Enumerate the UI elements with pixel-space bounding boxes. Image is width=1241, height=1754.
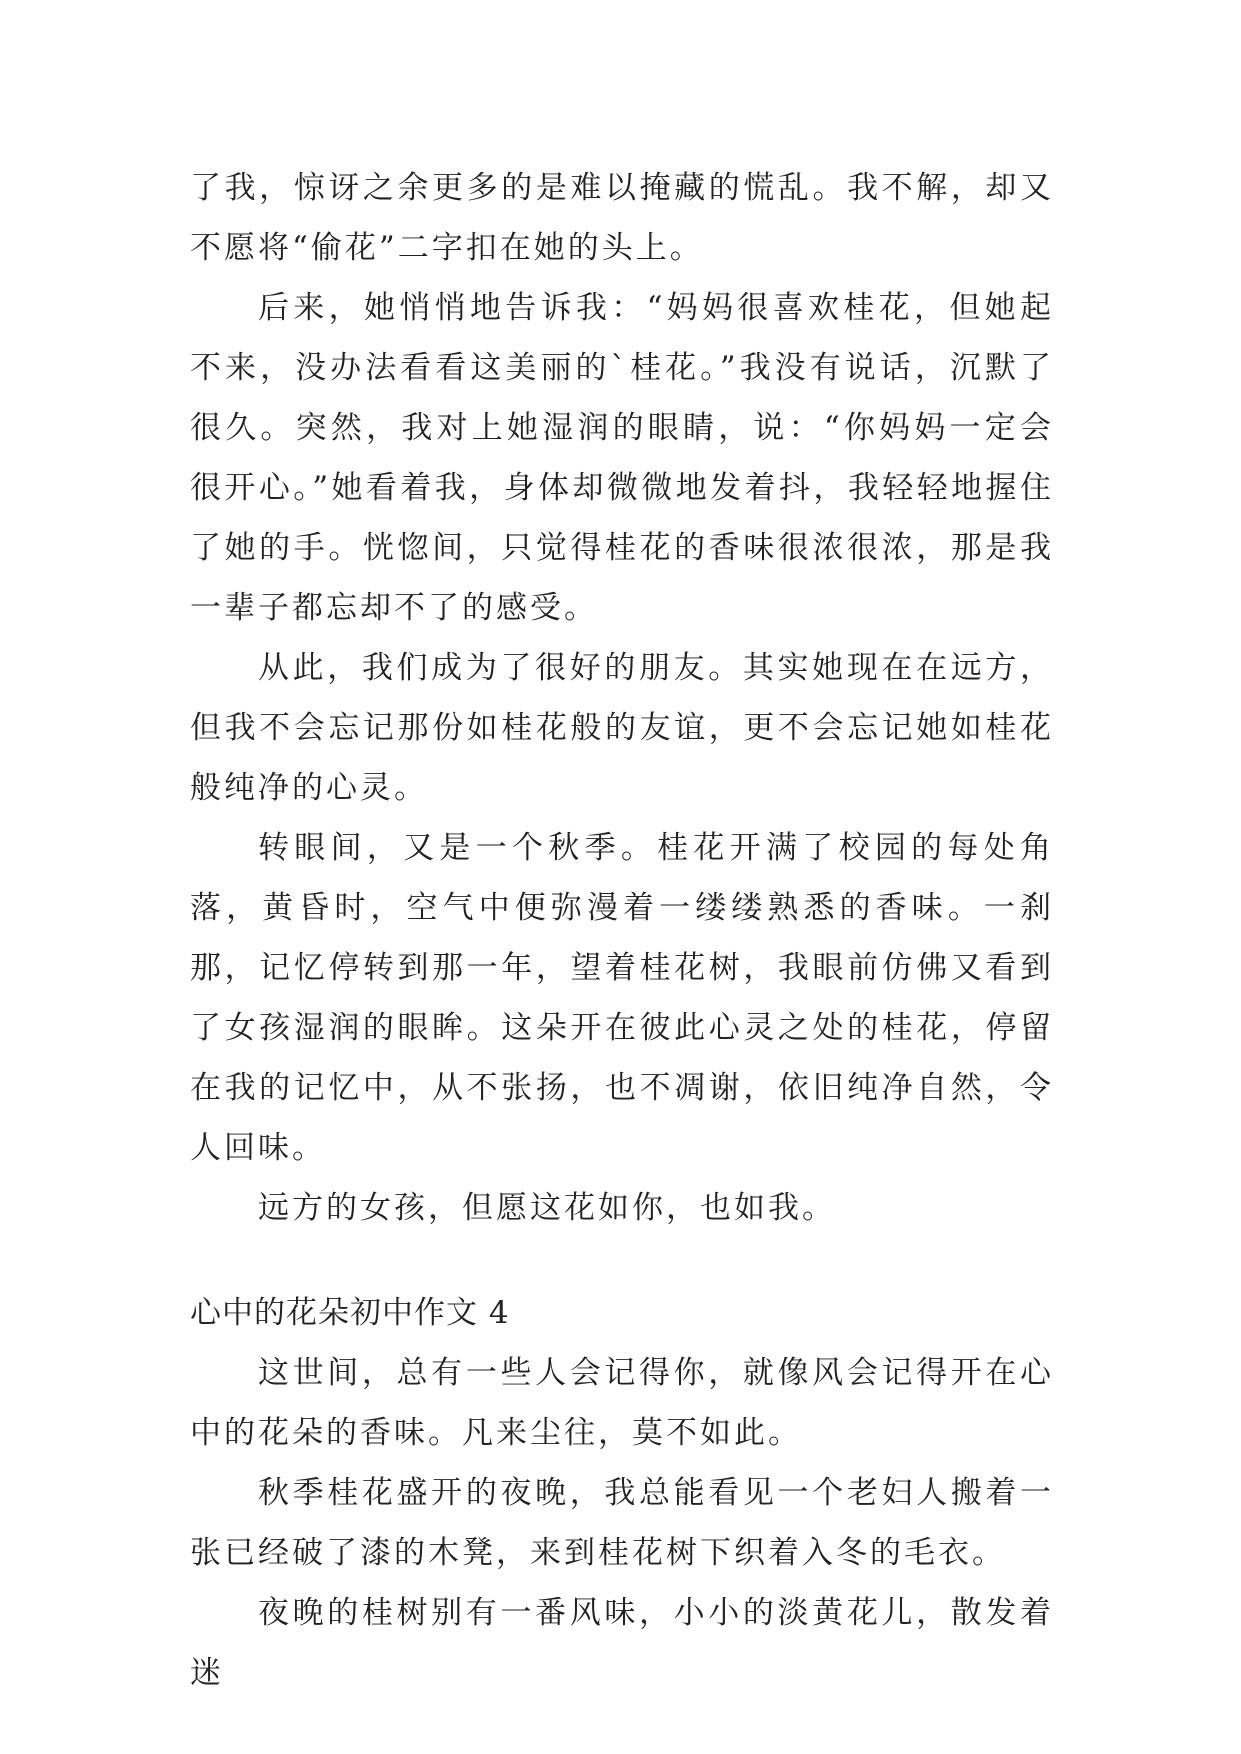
document-body (190, 158, 1054, 1703)
paragraph: 这世间，总有一些人会记得你，就像风会记得开在心中的花朵的香味。凡来尘往，莫不如此。 (190, 1355, 1054, 1451)
paragraph: 转眼间，又是一个秋季。桂花开满了校园的每处角落，黄昏时，空气中便弥漫着一缕缕熟悉的香味。一刹那，记忆停转到那一年，望着桂花树，我眼前仿佛又看到了女孩湿润的眼眸。这朵开在彼此心灵之处的桂花，停留在我的记忆中，从不张扬，也不凋谢，依旧纯净自然，令人回味。 (190, 830, 1054, 1166)
paragraph: 后来，她悄悄地告诉我：“妈妈很喜欢桂花，但她起不来，没办法看看这美丽的`桂花。”我没有说话，沉默了很久。突然，我对上她湿润的眼睛，说：“你妈妈一定会很开心。”她看着我，身体却微微地发着抖，我轻轻地握住了她的手。恍惚间，只觉得桂花的香味很浓很浓，那是我一辈子都忘却不了的感受。 (190, 290, 1054, 626)
section-heading: 心中的花朵初中作文 4 (190, 1295, 510, 1331)
paragraph: 夜晚的桂树别有一番风味，小小的淡黄花儿，散发着迷 (190, 1595, 1054, 1691)
paragraph: 秋季桂花盛开的夜晚，我总能看见一个老妇人搬着一张已经破了漆的木凳，来到桂花树下织着入冬的毛衣。 (190, 1475, 1054, 1571)
paragraph-continuation: 了我，惊讶之余更多的是难以掩藏的慌乱。我不解，却又不愿将“偷花”二字扣在她的头上。 (190, 170, 1054, 266)
paragraph: 远方的女孩，但愿这花如你，也如我。 (258, 1190, 836, 1226)
paragraph: 从此，我们成为了很好的朋友。其实她现在在远方，但我不会忘记那份如桂花般的友谊，更不会忘记她如桂花般纯净的心灵。 (190, 650, 1054, 806)
